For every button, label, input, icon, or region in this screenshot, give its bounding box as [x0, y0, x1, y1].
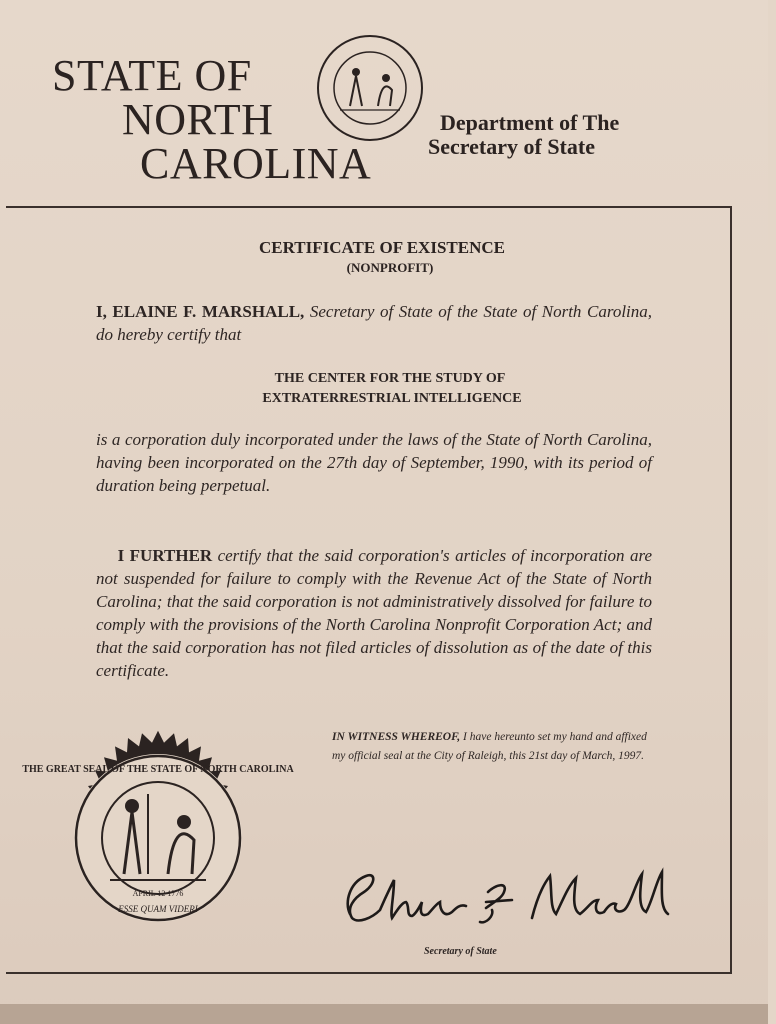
- secretary-name: I, ELAINE F. MARSHALL,: [96, 302, 305, 321]
- seal-text: THE GREAT SEAL OF THE STATE OF NORTH CAROLINA: [22, 764, 294, 775]
- state-title-line3: CAROLINA: [140, 139, 372, 188]
- witness-paragraph: [332, 728, 654, 766]
- further-paragraph: [96, 544, 652, 682]
- intro-text: Secretary of State of the State of North Carolina, do hereby certify that: [96, 302, 653, 344]
- corporation-name-line2: EXTRATERRESTRIAL INTELLIGENCE: [262, 391, 522, 406]
- state-seal-small-icon: [316, 34, 424, 142]
- paper-bottom-edge: [0, 1004, 768, 1024]
- intro-paragraph: [96, 300, 652, 346]
- seal-date: APRIL 12 1776: [132, 889, 184, 898]
- signature-title: Secretary of State: [424, 946, 497, 957]
- department-line1: Department of The: [440, 110, 620, 135]
- state-title-line1: STATE OF: [52, 51, 252, 100]
- incorporation-paragraph: is a corporation duly incorporated under the laws of the State of North Carolina, having been incorporated on the 27th day of September, 1990, with its period of duration being perpetual.: [96, 430, 652, 495]
- further-lead: I FURTHER: [117, 546, 213, 565]
- witness-text: I have hereunto set my hand and affixed my official seal at the City of Raleigh, this 21st day of March, 1997.: [332, 731, 647, 762]
- witness-lead: IN WITNESS WHEREOF,: [332, 731, 461, 743]
- certificate-subtitle: (NONPROFIT): [346, 260, 434, 275]
- corporation-name-line1: THE CENTER FOR THE STUDY OF: [274, 371, 506, 386]
- seal-motto: ESSE QUAM VIDERI: [118, 904, 198, 914]
- state-title-line2: NORTH: [122, 95, 274, 144]
- certificate-title: CERTIFICATE OF EXISTENCE: [259, 238, 505, 257]
- further-text: certify that the said corporation's articles of incorporation are not suspended for failure to comply with the Revenue Act of the State of North Carolina; that the said corporation is not administratively dissolved for failure to comply with the provisions of the North Carolina Nonprofit Corporation Act; and that the said corporation has not filed articles of dissolution as of the date of this certificate.: [96, 546, 652, 680]
- secretary-signature: [336, 862, 676, 932]
- department-line2: Secretary of State: [428, 134, 595, 159]
- great-seal-icon: [22, 734, 294, 944]
